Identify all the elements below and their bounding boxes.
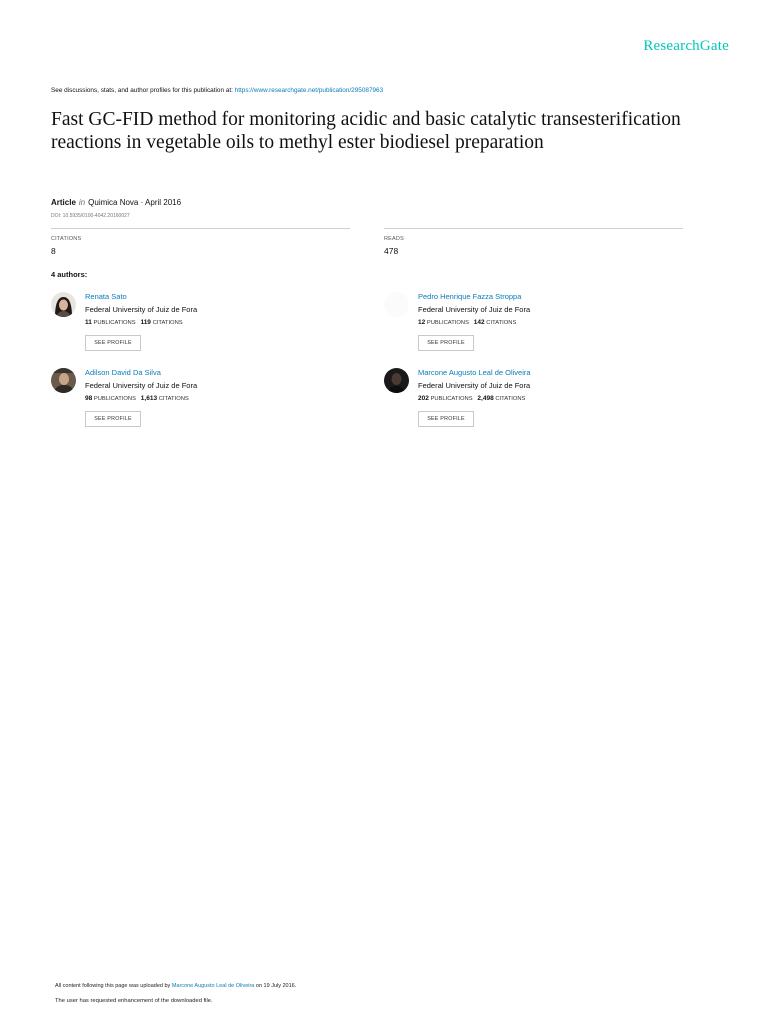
upload-suffix: on 19 July 2016. [254, 983, 297, 989]
upload-note [55, 983, 296, 989]
author-institution: Federal University of Juiz de Fora [418, 305, 531, 314]
author-name[interactable]: Marcone Augusto Leal de Oliveira [418, 368, 531, 377]
citations-label: CITATIONS [51, 236, 82, 242]
author-institution: Federal University of Juiz de Fora [85, 305, 198, 314]
author-name[interactable]: Pedro Henrique Fazza Stroppa [418, 292, 522, 301]
in-word: in [78, 198, 86, 207]
see-text: See discussions, stats, and author profiles for this publication at: [51, 87, 235, 94]
publications-label: PUBLICATIONS [93, 320, 136, 326]
author-card [384, 292, 684, 356]
author-institution: Federal University of Juiz de Fora [418, 381, 531, 390]
uploader-link[interactable]: Marcone Augusto Leal de Oliveira [171, 983, 255, 989]
authors-heading: 4 authors: [51, 270, 88, 279]
publications-count: 11 [85, 319, 92, 326]
citations-label: CITATIONS [495, 396, 526, 402]
doi-text: DOI: 10.5935/0100-4042.20160027 [51, 213, 130, 219]
upload-prefix: All content following this page was uploaded by [55, 983, 172, 989]
publications-count: 202 [418, 395, 429, 402]
publications-label: PUBLICATIONS [93, 396, 136, 402]
avatar[interactable] [51, 292, 76, 317]
citations-value: 8 [51, 246, 56, 256]
publication-url-link[interactable]: https://www.researchgate.net/publication/295087963 [234, 87, 384, 94]
researchgate-logo[interactable]: ResearchGate [643, 38, 729, 54]
author-card [384, 368, 684, 432]
citations-label: CITATIONS [158, 396, 189, 402]
see-profile-button[interactable]: SEE PROFILE [85, 411, 141, 427]
article-type: Article [51, 198, 76, 207]
author-stats [85, 395, 189, 402]
author-name[interactable]: Renata Sato [85, 292, 127, 301]
publications-label: PUBLICATIONS [426, 320, 469, 326]
reads-divider [384, 228, 683, 229]
author-institution: Federal University of Juiz de Fora [85, 381, 198, 390]
author-name[interactable]: Adilson David Da Silva [85, 368, 161, 377]
publications-count: 12 [418, 319, 426, 326]
profile-discussion-line [51, 87, 383, 94]
see-profile-button[interactable]: SEE PROFILE [418, 335, 474, 351]
journal-date: Quimica Nova · April 2016 [88, 198, 182, 207]
citations-count: 2,498 [477, 395, 494, 402]
see-profile-button[interactable]: SEE PROFILE [85, 335, 141, 351]
paper-title: Fast GC-FID method for monitoring acidic and basic catalytic transesterification reactions in vegetable oils to methyl ester biodiesel preparation [51, 109, 681, 153]
author-stats [418, 395, 525, 402]
publications-label: PUBLICATIONS [430, 396, 473, 402]
avatar[interactable] [384, 368, 409, 393]
author-card [51, 292, 351, 356]
article-meta [51, 198, 181, 207]
citations-count: 142 [473, 319, 485, 326]
author-stats [418, 319, 516, 326]
citations-label: CITATIONS [152, 320, 183, 326]
reads-value: 478 [384, 246, 399, 256]
publications-count: 98 [85, 395, 93, 402]
avatar[interactable] [51, 368, 76, 393]
avatar[interactable] [384, 292, 409, 317]
citations-divider [51, 228, 350, 229]
citations-label: CITATIONS [486, 320, 517, 326]
author-stats [85, 319, 183, 326]
author-card [51, 368, 351, 432]
reads-label: READS [384, 236, 404, 242]
enhancement-note: The user has requested enhancement of the downloaded file. [55, 998, 213, 1004]
see-profile-button[interactable]: SEE PROFILE [418, 411, 474, 427]
citations-count: 1,613 [140, 395, 158, 402]
citations-count: 119 [140, 319, 151, 326]
